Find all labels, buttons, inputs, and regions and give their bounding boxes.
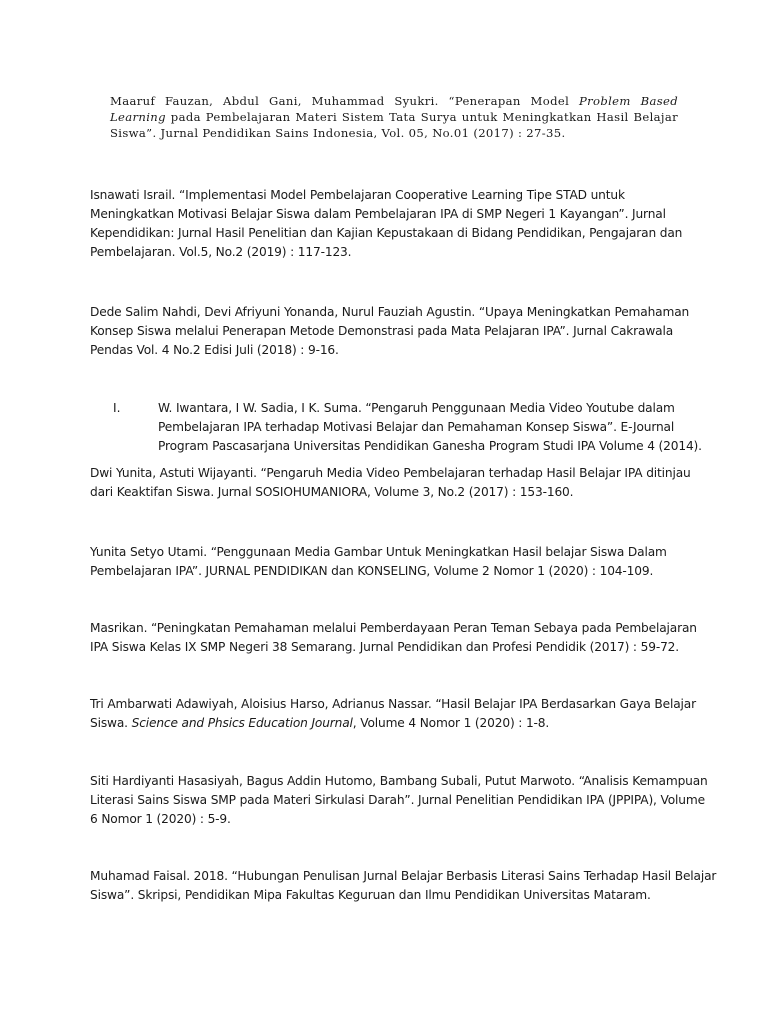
reference-entry-utami <box>90 543 667 581</box>
reference-line: Konsep Siswa melalui Penerapan Metode Demonstrasi pada Mata Pelajaran IPA”. Jurnal Cakrawala <box>90 324 674 338</box>
reference-line: IPA Siswa Kelas IX SMP Negeri 38 Semarang. Jurnal Pendidikan dan Profesi Pendidik (2017) : 59-72. <box>90 640 680 654</box>
reference-entry-hasasiyah <box>90 772 708 829</box>
reference-line: Program Pascasarjana Universitas Pendidikan Ganesha Program Studi IPA Volume 4 (2014). <box>158 439 702 453</box>
reference-entry-nahdi <box>90 303 689 360</box>
reference-text: Maaruf Fauzan, Abdul Gani, Muhammad Syukri. “Penerapan Model <box>110 94 579 108</box>
reference-line: Dede Salim Nahdi, Devi Afriyuni Yonanda, Nurul Fauziah Agustin. “Upaya Meningkatkan Pemahaman <box>90 305 690 319</box>
reference-entry-israil <box>90 186 682 262</box>
reference-line: Muhamad Faisal. 2018. “Hubungan Penulisan Jurnal Belajar Berbasis Literasi Sains Terhadap Hasil Belajar <box>90 869 717 883</box>
reference-italic-title: Problem Based Learning <box>110 94 678 124</box>
reference-line: 6 Nomor 1 (2020) : 5-9. <box>90 812 231 826</box>
reference-entry-adawiyah <box>90 695 696 733</box>
reference-text: pada Pembelajaran Materi Sistem Tata Surya untuk Meningkatkan Hasil Belajar Siswa”. Jurnal Pendidikan Sains Indonesia, Vol. 05, No.01 (2017) : 27-35. <box>110 110 678 140</box>
reference-line: Literasi Sains Siswa SMP pada Materi Sirkulasi Darah”. Jurnal Penelitian Pendidikan IPA (JPPIPA), Volume <box>90 793 705 807</box>
reference-line: Pembelajaran IPA terhadap Motivasi Belajar dan Pemahaman Konsep Siswa”. E-Journal <box>158 420 675 434</box>
reference-line <box>90 714 696 733</box>
reference-line: Siti Hardiyanti Hasasiyah, Bagus Addin Hutomo, Bambang Subali, Putut Marwoto. “Analisis Kemampuan <box>90 774 708 788</box>
reference-text: , Volume 4 Nomor 1 (2020) : 1-8. <box>352 716 550 730</box>
reference-line: Tri Ambarwati Adawiyah, Aloisius Harso, Adrianus Nassar. “Hasil Belajar IPA Berdasarkan Gaya Belajar <box>90 697 696 711</box>
reference-line: Meningkatkan Motivasi Belajar Siswa dalam Pembelajaran IPA di SMP Negeri 1 Kayangan”. Jurnal <box>90 207 666 221</box>
reference-line: Yunita Setyo Utami. “Penggunaan Media Gambar Untuk Meningkatkan Hasil belajar Siswa Dalam <box>90 545 667 559</box>
reference-line: W. Iwantara, I W. Sadia, I K. Suma. “Pengaruh Penggunaan Media Video Youtube dalam <box>158 401 675 415</box>
reference-entry-yunita <box>90 464 691 502</box>
reference-line: Siswa”. Skripsi, Pendidikan Mipa Fakultas Keguruan dan Ilmu Pendidikan Universitas Mataram. <box>90 888 651 902</box>
reference-line: Pembelajaran. Vol.5, No.2 (2019) : 117-123. <box>90 245 352 259</box>
reference-entry-iwantara <box>158 399 702 456</box>
reference-entry-faisal <box>90 867 716 905</box>
reference-text: Siswa. <box>90 716 132 730</box>
reference-line: Kependidikan: Jurnal Hasil Penelitian dan Kajian Kepustakaan di Bidang Pendidikan, Pengajaran dan <box>90 226 683 240</box>
reference-line: Pendas Vol. 4 No.2 Edisi Juli (2018) : 9-16. <box>90 343 339 357</box>
list-number: I. <box>113 401 121 415</box>
reference-line: Isnawati Israil. “Implementasi Model Pembelajaran Cooperative Learning Tipe STAD untuk <box>90 188 625 202</box>
reference-line: Dwi Yunita, Astuti Wijayanti. “Pengaruh Media Video Pembelajaran terhadap Hasil Belajar IPA ditinjau <box>90 466 691 480</box>
reference-line: Masrikan. “Peningkatan Pemahaman melalui Pemberdayaan Peran Teman Sebaya pada Pembelajaran <box>90 621 697 635</box>
reference-italic-title: Science and Phsics Education Journal <box>131 716 353 730</box>
reference-entry-masrikan <box>90 619 697 657</box>
reference-line: dari Keaktifan Siswa. Jurnal SOSIOHUMANIORA, Volume 3, No.2 (2017) : 153-160. <box>90 485 574 499</box>
reference-entry-fauzan <box>110 93 678 141</box>
reference-line: Pembelajaran IPA”. JURNAL PENDIDIKAN dan KONSELING, Volume 2 Nomor 1 (2020) : 104-109. <box>90 564 654 578</box>
